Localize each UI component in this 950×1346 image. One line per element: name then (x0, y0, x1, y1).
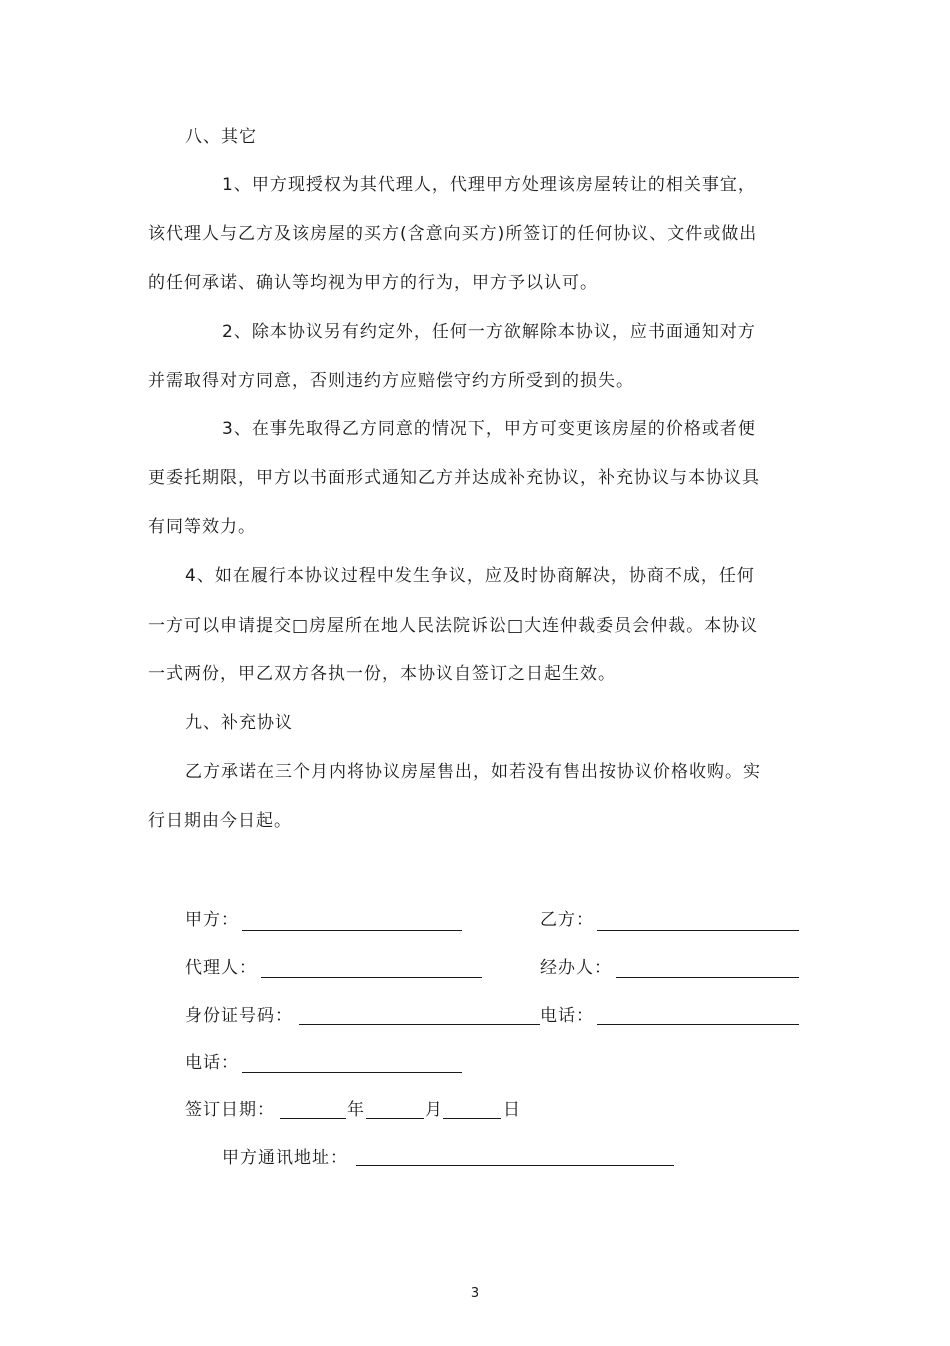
clause-2-line-1: 2、除本协议另有约定外，任何一方欲解除本协议，应书面通知对方 (222, 322, 756, 342)
id-number-blank[interactable] (299, 1024, 540, 1025)
phone-a-label: 电话： (185, 1053, 239, 1073)
party-a-label: 甲方： (185, 910, 239, 930)
clause-4-line-2: 一方可以申请提交□房屋所在地人民法院诉讼□大连仲裁委员会仲裁。本协议 (148, 616, 759, 636)
month-label: 月 (425, 1100, 443, 1120)
page-number: 3 (470, 1286, 480, 1301)
supplement-line-2: 行日期由今日起。 (148, 811, 292, 831)
agent-label: 代理人： (185, 958, 257, 978)
year-blank[interactable] (280, 1118, 346, 1119)
phone-b-label: 电话： (540, 1006, 594, 1026)
handler-blank[interactable] (616, 977, 799, 978)
clause-1-line-2: 该代理人与乙方及该房屋的买方(含意向买方)所签订的任何协议、文件或做出 (148, 224, 758, 244)
clause-4-line-3: 一式两份，甲乙双方各执一份，本协议自签订之日起生效。 (148, 664, 616, 684)
day-label: 日 (503, 1100, 521, 1120)
handler-label: 经办人： (540, 958, 612, 978)
agent-blank[interactable] (261, 977, 482, 978)
party-b-blank[interactable] (597, 930, 799, 931)
clause-1-line-1: 1、甲方现授权为其代理人，代理甲方处理该房屋转让的相关事宜， (222, 175, 756, 195)
clause-3-line-2: 更委托期限，甲方以书面形式通知乙方并达成补充协议，补充协议与本协议具 (148, 468, 760, 488)
address-blank[interactable] (356, 1165, 674, 1166)
section-8-heading: 八、其它 (185, 127, 257, 147)
month-blank[interactable] (366, 1118, 424, 1119)
sign-date-label: 签订日期： (185, 1100, 275, 1120)
clause-3-line-1: 3、在事先取得乙方同意的情况下，甲方可变更该房屋的价格或者便 (222, 419, 756, 439)
clause-4-line-1: 4、如在履行本协议过程中发生争议，应及时协商解决，协商不成，任何 (185, 566, 755, 586)
clause-1-line-3: 的任何承诺、确认等均视为甲方的行为，甲方予以认可。 (148, 273, 598, 293)
day-blank[interactable] (443, 1118, 501, 1119)
supplement-line-1: 乙方承诺在三个月内将协议房屋售出，如若没有售出按协议价格收购。实 (185, 762, 761, 782)
section-9-heading: 九、补充协议 (185, 713, 293, 733)
clause-2-line-2: 并需取得对方同意，否则违约方应赔偿守约方所受到的损失。 (148, 371, 634, 391)
party-a-blank[interactable] (242, 930, 462, 931)
phone-a-blank[interactable] (242, 1072, 462, 1073)
id-number-label: 身份证号码： (185, 1006, 293, 1026)
clause-3-line-3: 有同等效力。 (148, 517, 256, 537)
phone-b-blank[interactable] (597, 1024, 799, 1025)
year-label: 年 (347, 1100, 365, 1120)
address-label: 甲方通讯地址： (222, 1148, 348, 1168)
party-b-label: 乙方： (540, 910, 594, 930)
